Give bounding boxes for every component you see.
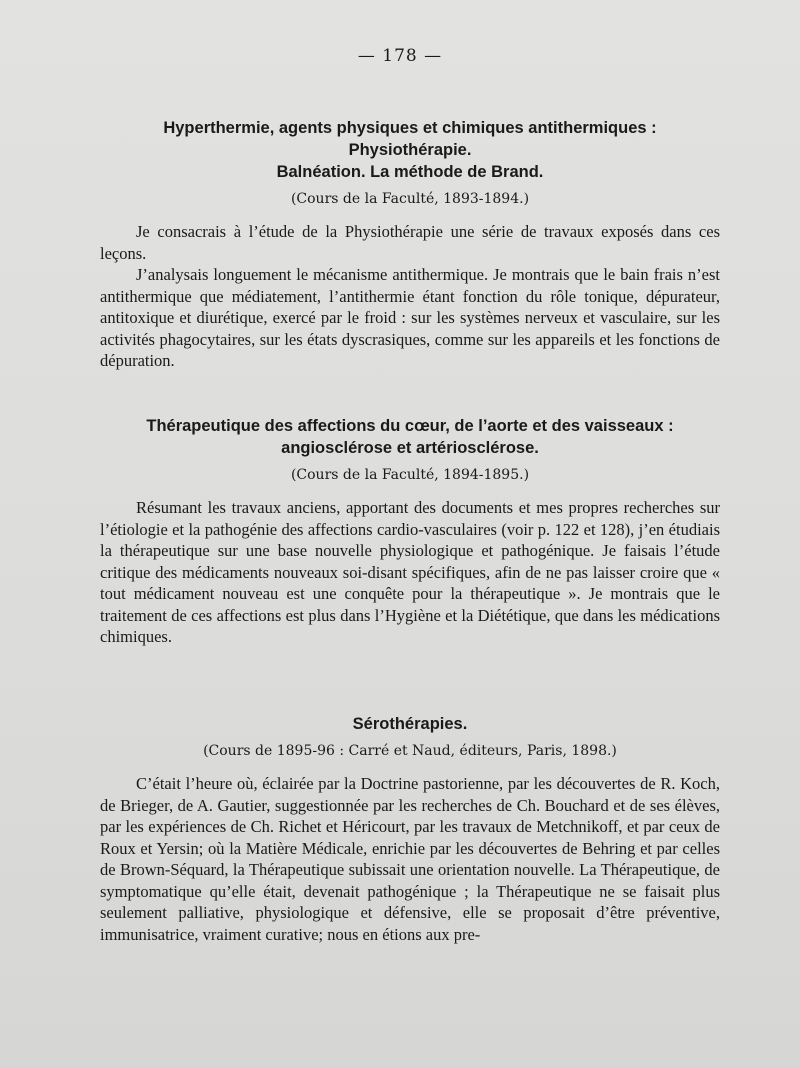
paragraph: J’analysais longuement le mécanisme antithermique. Je montrais que le bain frais n’est antithermique que médiatement, l’antithermie étant fonction du rôle tonique, dépurateur, antitoxique et diurétique, exercé par le froid : sur les systèmes nerveux et vasculaire, sur les activités phagocytaires, sur les états dyscrasiques, comme sur les appareils et les fonctions de dépuration.: [100, 265, 720, 370]
paragraph: Résumant les travaux anciens, apportant des documents et mes propres recherches sur l’étiologie et la pathogénie des affections cardio-vasculaires (voir p. 122 et 128), j’en étudiais la thérapeutique sur une base nouvelle physiologique et pathogénique. Je faisais l’étude critique des médicaments nouveaux soi-disant spécifiques, afin de ne pas laisser croire que « tout médicament nouveau est une conquête pour la thérapeutique ». Je montrais que le traitement de ces affections est plus dans l’Hygiène et la Diététique, que dans les médications chimiques.: [100, 498, 720, 646]
section-hyperthermie: [100, 117, 720, 372]
section-therapeutique-coeur: [100, 415, 720, 648]
section-title-line2: Balnéation. La méthode de Brand.: [276, 163, 544, 181]
course-note: (Cours de la Faculté, 1893-1894.): [290, 191, 530, 207]
section-title-line1: Sérothérapies.: [352, 715, 468, 733]
paragraph: C’était l’heure où, éclairée par la Doctrine pastorienne, par les découvertes de R. Koch, de Brieger, de A. Gautier, suggestionnée par les recherches de Ch. Bouchard et de ses élèves, par les expériences de Ch. Richet et Héricourt, par les travaux de Metchnikoff, et par ceux de Roux et Yersin; où la Matière Médicale, enrichie par les découvertes de Behring et par celles de Brown-Séquard, la Thérapeutique subissait une orientation nouvelle. La Thérapeutique, de symptomatique qu’elle était, devenait pathogénique ; la Thérapeutique ne se faisait plus seulement palliative, physiologique et défensive, elle se proposait d’être préventive, immunisatrice, vraiment curative; nous en étions aux pre-: [100, 774, 720, 944]
section-title-line2: angiosclérose et artériosclérose.: [281, 439, 539, 457]
section-title-line1: Hyperthermie, agents physiques et chimiques antithermiques : Physiothérapie.: [163, 119, 657, 159]
section-title-line1: Thérapeutique des affections du cœur, de l’aorte et des vaisseaux :: [146, 417, 674, 435]
course-note: (Cours de la Faculté, 1894-1895.): [290, 467, 530, 483]
page-number: — 178 —: [357, 46, 443, 66]
paragraph: Je consacrais à l’étude de la Physiothérapie une série de travaux exposés dans ces leçons.: [100, 222, 720, 263]
course-note: (Cours de 1895-96 : Carré et Naud, éditeurs, Paris, 1898.): [203, 743, 617, 759]
section-serotherapies: [100, 713, 720, 945]
